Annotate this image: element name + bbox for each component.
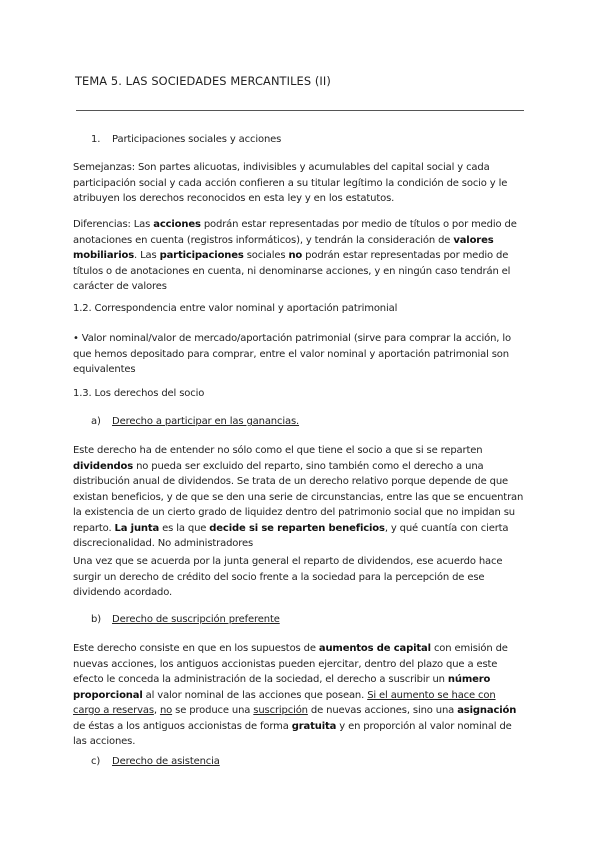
diferencias-paragraph: Diferencias: Las acciones podrán estar representadas por medio de títulos o por medio de anotaciones en cuenta (registros informáticos), y tendrán la consideración de valores mobiliarios. Las participaciones sociales no podrán estar representadas por medio de títulos o de anotaciones en cuenta, ni denominarse acciones, y en ningún caso tendrán el carácter de valores xyxy=(73,219,517,292)
document-title: TEMA 5. LAS SOCIEDADES MERCANTILES (II) xyxy=(75,74,331,88)
acuerdo-paragraph: Una vez que se acuerda por la junta general el reparto de dividendos, ese acuerdo hace surgir un derecho de crédito del socio frente a la sociedad para la percepción de ese dividendo acordado. xyxy=(73,556,503,598)
section-1-heading xyxy=(91,134,281,145)
section-1-3-heading: 1.3. Los derechos del socio xyxy=(73,388,205,399)
section-1-number: 1. xyxy=(91,134,101,145)
section-1-2-paragraph: • Valor nominal/valor de mercado/aportación patrimonial (sirve para comprar la acción, lo que hemos depositado para comprar, entre el valor nominal y aportación patrimonial son equivalentes xyxy=(73,333,511,375)
subsection-b-letter: b) xyxy=(91,614,101,625)
subsection-a-letter: a) xyxy=(91,416,101,427)
subsection-a-title: Derecho a participar en las ganancias. xyxy=(112,416,300,427)
subsection-c-heading xyxy=(91,756,220,767)
subsection-a-heading xyxy=(91,416,299,427)
suscripcion-paragraph: Este derecho consiste en que en los supuestos de aumentos de capital con emisión de nuevas acciones, los antiguos accionistas pueden ejercitar, dentro del plazo que a este efecto le conceda la administración de la sociedad, el derecho a suscribir un número proporcional al valor nominal de las acciones que posean. Si el aumento se hace con cargo a reservas, no se produce una suscripción de nuevas acciones, sino una asignación de éstas a los antiguos accionistas de forma gratuita y en proporción al valor nominal de las acciones. xyxy=(73,643,517,747)
subsection-c-letter: c) xyxy=(91,756,101,767)
subsection-b-title: Derecho de suscripción preferente xyxy=(112,614,280,625)
subsection-c-title: Derecho de asistencia xyxy=(112,756,220,767)
title-divider xyxy=(76,110,524,111)
dividendos-paragraph: Este derecho ha de entender no sólo como el que tiene el socio a que si se reparten dividendos no pueda ser excluido del reparto, sino también como el derecho a una distribución anual de dividendos. Se trata de un derecho relativo porque depende de que existan beneficios, y de que se den una serie de circunstancias, entre las que se encuentran la existencia de un cierto grado de liquidez dentro del patrimonio social que no impidan su reparto. La junta es la que decide si se reparten beneficios, y qué cuantía con cierta discrecionalidad. No administradores xyxy=(73,445,524,549)
subsection-b-heading xyxy=(91,614,280,625)
semejanzas-paragraph: Semejanzas: Son partes alicuotas, indivisibles y acumulables del capital social y cada participación social y cada acción confieren a su titular legítimo la condición de socio y le atribuyen los derechos reconocidos en esta ley y en los estatutos. xyxy=(73,162,508,204)
section-1-2-heading: 1.2. Correspondencia entre valor nominal y aportación patrimonial xyxy=(73,303,398,314)
section-1-title: Participaciones sociales y acciones xyxy=(112,134,282,145)
